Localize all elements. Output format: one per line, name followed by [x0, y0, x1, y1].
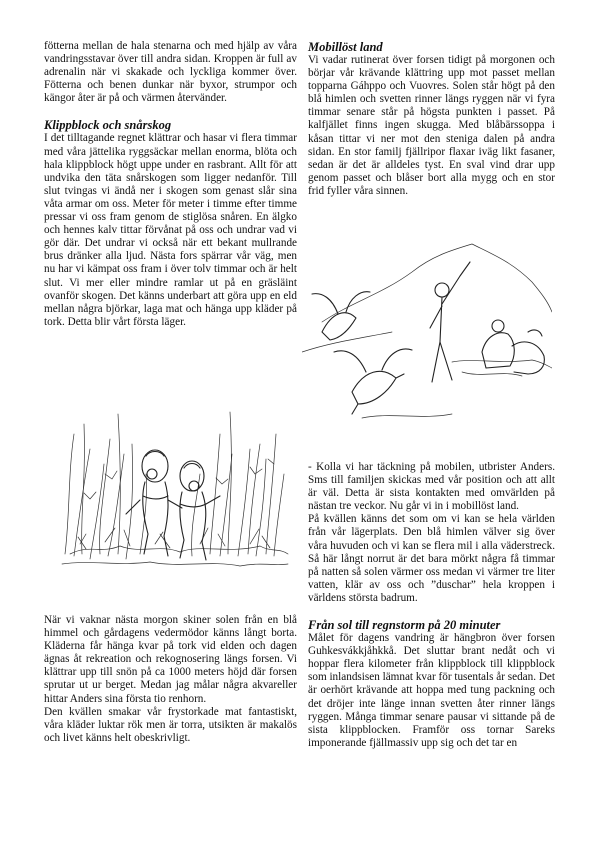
left-column-top [44, 40, 297, 329]
evening-camp-paragraph: På kvällen känns det som om vi kan se hela världen från vår lägerplats. Den blå himlen välver sig över våra huvuden och vi kan se flera mil i alla väderstreck. Så här långt norrut är det bara mörkt några få timmar på natten så solen värmer oss medan vi värmer tre liter vatten, klär av oss och ”duschar” hela kroppen i världens största badrum. [308, 513, 555, 604]
morning-paragraph: När vi vaknar nästa morgon skiner solen från en blå himmel och gårdagens vedermödor känns långt borta. Kläderna får hänga kvar på tork vid elden och dagen ägnas åt rekreation och rekognosering längs forsen. Vi klättrar upp till snön på ca 1000 meters höjd där forsen sprutar ut ur berget. Medan jag målar några akvareller hittar Anders sina första tio renhorn. [44, 614, 297, 705]
hikers-in-brush-illustration [60, 404, 290, 592]
section-body-klippblock: I det tilltagande regnet klättrar och hasar vi flera timmar med våra jättelika ryggsäckar mellan enorma, blöta och hala klippblock högt uppe under en rasbrant. Allt för att undvika den täta snårskogen som ligger nedanför. Till slut tvingas vi ändå ner i skogen som genast slår sina våta armar om oss. Meter för meter i timme efter timme pressar vi oss fram genom de stiglösa snåren. En älgko och hennes kalv tittar förvånat på oss och undrar vad vi gör där. Det undrar vi också när ett bekant mullrande brus dränker alla ljud. Nästa fors spärrar vår väg, men nu har vi kämpat oss fram i över tolv timmar och är helt slut. Vi mer eller mindre ramlar ut på en gräsläint ovanför skogen. Det känns underbart att göra upp en eld mellan några björkar, laga mat och hänga upp kläder på tork. Detta blir vårt första läger. [44, 132, 297, 328]
evening-paragraph: Den kvällen smakar vår frystorkade mat fantastiskt, våra kläder luktar rök men är torra, utsikten är makalös och livet känns helt obeskrivligt. [44, 705, 297, 744]
left-column-bottom [44, 614, 297, 745]
right-column-top [308, 40, 555, 198]
mountain-pass-ptarmigan-illustration [302, 242, 552, 432]
section-heading-regnstorm: Från sol till regnstorm på 20 minuter [308, 618, 501, 633]
right-column-bottom [308, 461, 555, 750]
section-body-regnstorm: Målet för dagens vandring är hängbron över forsen Guhkesvákkjåhkkå. Det sluttar brant nedåt och vi hoppar flera kilometer från klippblock till klippblock som inlandsisen lämnat kvar för tusentals år sedan. Det är oerhört krävande att hoppa med tung packning och det dröjer inte länge innan svetten åter rinner längs ryggen. Många timmar senare pausar vi sittande på de sista klippblocken. Framför oss tornar Sareks imponerande fjällmassiv upp sig och det tar en [308, 632, 555, 749]
section-heading-klippblock: Klippblock och snårskog [44, 118, 172, 133]
mobile-paragraph: - Kolla vi har täckning på mobilen, utbrister Anders. Sms till familjen skickas med vår position och att allt är väl. Detta är sista kontakten med omvärlden på nästan tre veckor. Nu går vi in i mobillöst land. [308, 461, 555, 513]
section-body-mobillost: Vi vadar rutinerat över forsen tidigt på morgonen och börjar vår krävande klättring upp mot passet mellan topparna Gáhppo och Vuovres. Solen står högt på den blå himlen och svetten rinner längs ryggen när vi fyra timmar senare står på högsta punkten i passet. På kalfjället finns ingen skugga. Med blåbärssoppa i kåsan tittar vi ner mot den steniga dalen på andra sidan. En stor familj fjällripor flaxar iväg likt fasaner, sedan är det är alldeles tyst. En sval vind drar upp genom passet och blåser bort alla mygg och en stor frid fyller våra sinnen. [308, 54, 555, 197]
intro-paragraph: fötterna mellan de hala stenarna och med hjälp av våra vandringsstavar över till andra sidan. Kroppen är full av adrenalin när vi skakade och lyckliga kommer över. Fötterna och benen dunkar när byxor, strumpor och kängor åter är på och värmen återvänder. [44, 40, 297, 105]
section-heading-mobillost: Mobillöst land [308, 40, 383, 54]
